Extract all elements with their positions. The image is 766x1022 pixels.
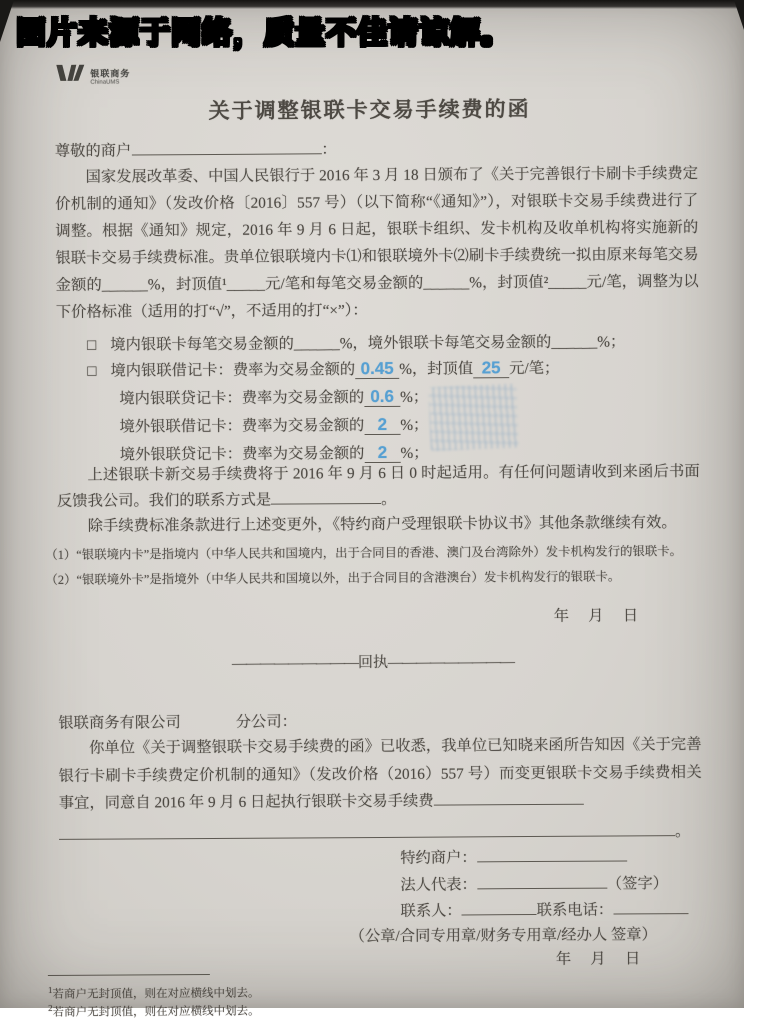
option-1-text: 境内银联卡每笔交易金额的______%，境外银联卡每笔交易金额的______%； [110,333,626,354]
rate-line-domestic-credit [56,382,762,413]
divider-right-dashes: ————————— [387,654,515,671]
seal-note-line: （公章/合同专用章/财务专用章/经办人 签章） [349,926,657,946]
photo-corner-top-left [0,0,14,42]
footnote-separator-line [48,974,210,976]
checkbox-option-1: □ [86,336,97,354]
receipt-body [58,731,701,817]
sign-legal-label: 法人代表： [400,876,477,894]
document-title: 关于调整银联卡交易手续费的函 [208,97,531,123]
receipt-branch: 分公司： [235,713,297,731]
sign-merchant-line [400,843,627,871]
paragraph-effective-date [57,459,700,515]
footnote-2-marker: 2 [48,1002,53,1013]
rate-line-domestic-debit [56,354,730,385]
logo-cn-text: 银联商务 [90,67,131,79]
greeting-colon: ： [321,141,337,159]
receipt-continuation-blank [59,821,675,840]
divider-label: 回执 [357,654,389,672]
rate-foreign-credit-suffix: %； [400,444,429,462]
bottom-footnote-2 [48,999,260,1022]
rate-domestic-debit-suffix: 元/笔； [509,359,560,378]
receipt-company: 银联商务有限公司 [58,714,181,732]
rate-domestic-debit-prefix: 境内银联借记卡：费率为交易金额的 [110,361,356,380]
footnote-1-text: 若商户无封顶值，则在对应横线中划去。 [52,987,260,1001]
effective-date-period: 。 [381,490,397,508]
merchant-name-blank [131,139,321,155]
receipt-addressee-line [58,708,297,736]
sign-contact-label: 联系人： [400,902,462,920]
sign-legal-blank [477,874,607,890]
photo-corner-top-right [734,0,744,30]
sign-merchant-label: 特约商户： [400,849,477,867]
watermark-caption: 图片来源于网络，质量不佳请谅解。 [16,17,512,50]
rate-value-foreign-debit: 2 [364,416,400,435]
ums-logo-icon [55,62,85,93]
rate-value-domestic-debit: 0.45 [355,360,399,379]
rate-domestic-debit-mid: %，封顶值 [399,360,474,378]
logo-en-text: ChinaUMS [90,79,120,86]
rate-line-foreign-debit [56,410,762,441]
footnote-2-text: 若商户无封顶值，则在对应横线中划去。 [52,1005,260,1019]
blue-stamp [428,384,519,452]
receipt-body-text: 你单位《关于调整银联卡交易手续费的函》已收悉，我单位已知晓来函所告知因《关于完善银行卡刷卡手续费定价机制的通知》（发改价格（2016）557 号）而变更银联卡交易手续费相关事宜，同意自 2016 年 9 月 6 日起执行银联卡交易手续费 [58,735,702,812]
effective-date-text: 上述银联卡新交易手续费将于 2016 年 9 月 6 日 0 时起适用。有任何问题请收到来函后书面反馈我公司。我们的联系方式是 [56,462,700,510]
footnote-foreign-card: （2）“银联境外卡”是指境外（中华人民共和国境以外，出于合同目的含港澳台）发卡机构发行的银联卡。 [45,569,621,587]
receipt-date-line: 年 月 日 [555,950,643,968]
contact-method-blank [271,489,381,505]
checkbox-option-2: □ [87,362,97,380]
sign-contact-blank [462,900,537,915]
receipt-divider [1,648,745,680]
footnote-1-marker: 1 [47,984,53,995]
rate-value-domestic-credit: 0.6 [364,388,400,407]
rate-foreign-debit-suffix: %； [400,416,429,434]
sign-phone-blank [613,899,688,914]
rate-foreign-debit-prefix: 境外银联借记卡：费率为交易金额的 [119,417,365,436]
company-logo [55,61,130,92]
rate-foreign-credit-prefix: 境外银联贷记卡：费率为交易金额的 [119,445,365,464]
divider-left-dashes: ————————— [231,655,359,672]
greeting-line [55,136,337,165]
receipt-fee-blank [434,790,584,806]
greeting-prefix: 尊敬的商户 [54,142,132,160]
sign-phone-label: 联系电话： [536,901,614,920]
letter-date-line: 年 月 日 [553,607,641,625]
sign-merchant-blank [477,846,627,862]
rate-value-foreign-credit: 2 [364,444,400,463]
sign-legal-line [400,870,668,899]
sign-legal-suffix: （签字） [606,875,669,893]
rate-domestic-credit-prefix: 境内银联贷记卡：费率为交易金额的 [119,389,365,408]
paragraph-policy: 国家发展改革委、中国人民银行于 2016 年 3 月 18 日颁布了《关于完善银行卡刷卡手续费定价机制的通知》（发改价格〔2016〕557 号）（以下简称“《通知》”），对银联卡交易手续费进行了调整。根据《通知》规定，2016 年 9 月 6 日起，银联卡组织、发卡机构及收单机构将实施新的银联卡交易手续费标准。贵单位银联境内卡⑴和银联境外卡⑵刷卡手续费统一拟由原来每笔交易金额的______%，封顶值¹_____元/笔和每笔交易金额的______%，封顶值²_____元/笔，调整为以下价格标准（适用的打“√”，不适用的打“×”）： [55,165,699,321]
receipt-body-period: 。 [674,823,691,841]
cap-value-domestic-debit: 25 [473,359,509,378]
footnote-domestic-card: （1）“银联境内卡”是指境内（中华人民共和国境内，出于合同目的香港、澳门及台湾除外）发卡机构发行的银联卡。 [45,544,683,562]
rate-domestic-credit-suffix: %； [400,388,429,406]
paragraph-other-terms: 除手续费标准条款进行上述变更外，《特约商户受理银联卡协议书》其他条款继续有效。 [87,514,677,535]
